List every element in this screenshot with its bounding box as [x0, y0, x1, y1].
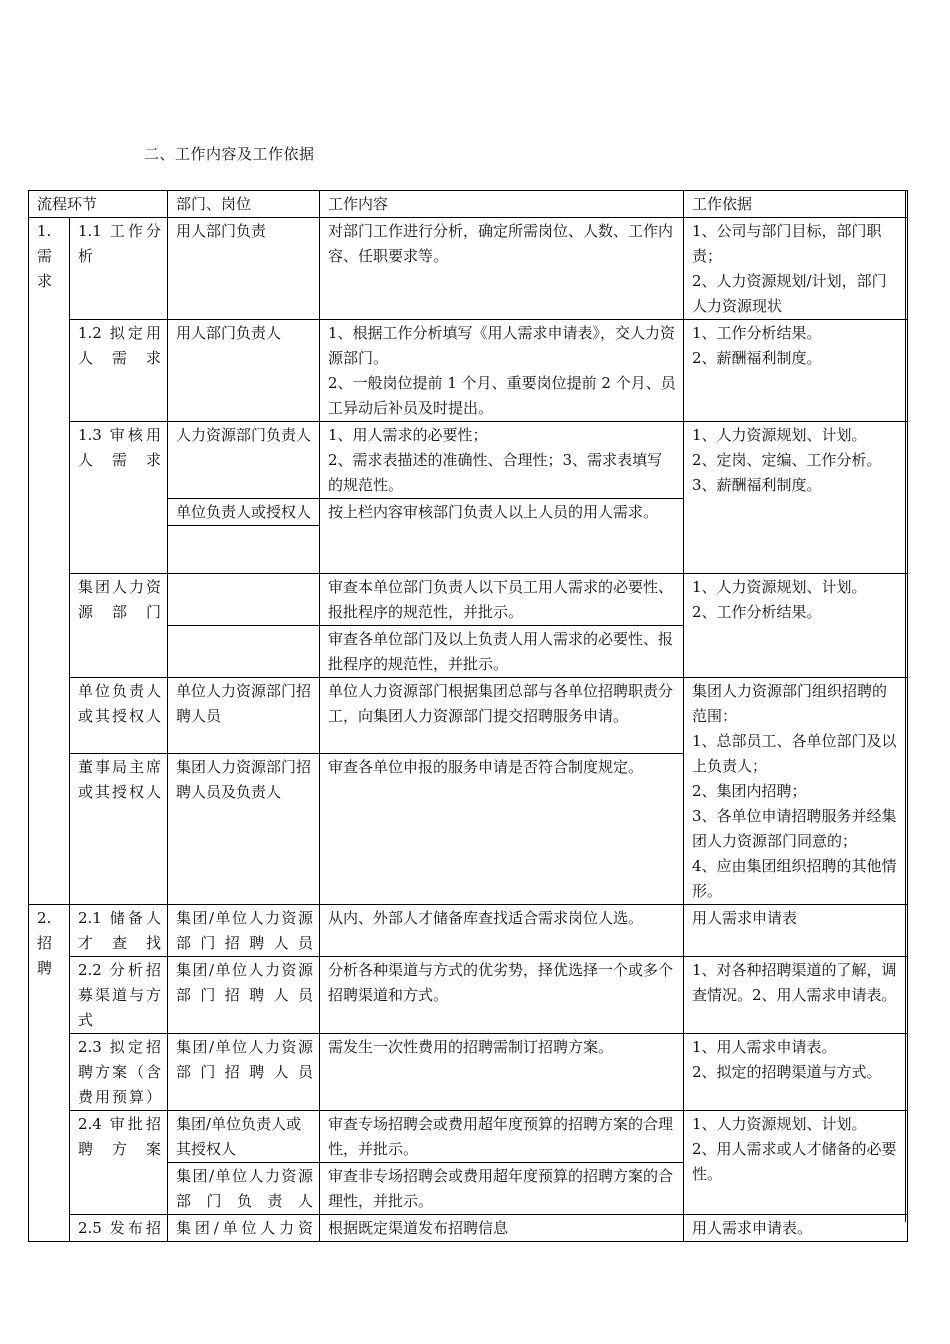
content-cell: [320, 422, 684, 499]
basis-line: 1、公司与部门目标，部门职责；: [692, 222, 882, 265]
empty-subcell: [168, 525, 319, 550]
content-cell: 按上栏内容审核部门负责人以上人员的用人需求。: [320, 499, 684, 574]
content-cell: 单位人力资源部门根据集团总部与各单位招聘职责分工，向集团人力资源部门提交招聘服务申请。: [320, 678, 684, 754]
step-cell: 2.3 拟定招聘方案（含费用预算）: [70, 1034, 168, 1111]
basis-line: 2、人力资源规划/计划，部门人力资源现状: [692, 272, 887, 315]
content-line: 2、需求表描述的准确性、合理性；3、需求表填写的规范性。: [328, 451, 663, 494]
dept-cell-empty: [168, 626, 320, 678]
step-cell: 2.4 审批招聘方案: [70, 1111, 168, 1215]
table-row: [29, 905, 908, 957]
table-row: [29, 1215, 908, 1242]
stage-demand: [29, 218, 70, 905]
dept-cell: 用人部门负责: [168, 218, 320, 320]
basis-line: 3、薪酬福利制度。: [692, 476, 822, 494]
table-row: [29, 320, 908, 422]
step-cell: 2.5 发布招: [70, 1215, 168, 1242]
basis-line: 2、定岗、定编、工作分析。: [692, 451, 882, 469]
dept-cell: 人力资源部门负责人: [168, 422, 320, 499]
work-content-table: [28, 190, 908, 1242]
content-cell: 需发生一次性费用的招聘需制订招聘方案。: [320, 1034, 684, 1111]
dept-cell: 集团/单位负责人或其授权人: [168, 1111, 320, 1163]
basis-line: 1、人力资源规划、计划。: [692, 578, 867, 596]
basis-cell: [684, 1034, 908, 1111]
dept-cell: [168, 499, 320, 574]
table-row: [29, 1034, 908, 1111]
stage-number: 2.: [37, 909, 52, 927]
dept-cell: 集团/单位人力资源部门负责人: [168, 1163, 320, 1215]
content-line: 1、用人需求的必要性；: [328, 426, 488, 444]
step-cell: 2.1 储备人才查找: [70, 905, 168, 957]
basis-cell: 用人需求申请表。: [684, 1215, 908, 1242]
basis-line: 1、用人需求申请表。: [692, 1038, 837, 1056]
step-cell: 1.3 审核用人需求: [70, 422, 168, 574]
stage-name: 需求: [37, 247, 53, 290]
dept-cell: 集团/单位人力资: [168, 1215, 320, 1242]
content-cell: 审查非专场招聘会或费用超年度预算的招聘方案的合理性，并批示。: [320, 1163, 684, 1215]
basis-line: 2、工作分析结果。: [692, 603, 822, 621]
dept-cell: 集团人力资源部门招聘人员及负责人: [168, 753, 320, 904]
table-row: [29, 574, 908, 626]
basis-cell: [684, 422, 908, 574]
table-row: [29, 1111, 908, 1163]
basis-line: 1、人力资源规划、计划。: [692, 426, 867, 444]
step-cell: 单位负责人或其授权人: [70, 678, 168, 754]
header-work-content: 工作内容: [320, 191, 684, 218]
content-cell: 分析各种渠道与方式的优劣势，择优选择一个或多个招聘渠道和方式。: [320, 957, 684, 1034]
step-cell: 董事局主席或其授权人: [70, 753, 168, 904]
basis-cell: [684, 320, 908, 422]
header-work-basis: 工作依据: [684, 191, 908, 218]
basis-line: 2、用人需求或人才储备的必要性。: [692, 1140, 897, 1183]
content-cell: 审查各单位申报的服务申请是否符合制度规定。: [320, 753, 684, 904]
basis-line: 2、薪酬福利制度。: [692, 349, 822, 367]
basis-line: 4、应由集团组织招聘的其他情形。: [692, 857, 897, 900]
basis-line: 3、各单位申请招聘服务并经集团人力资源部门同意的；: [692, 807, 897, 850]
table-row: [29, 422, 908, 499]
basis-cell: [684, 678, 908, 905]
content-line: 1、根据工作分析填写《用人需求申请表》，交人力资源部门。: [328, 324, 676, 367]
stage-recruit: [29, 905, 70, 1242]
table-row: [29, 678, 908, 754]
stage-number: 1.: [37, 222, 52, 240]
table-header-row: [29, 191, 908, 218]
section-heading: 二、工作内容及工作依据: [144, 145, 315, 163]
basis-line: 1、总部员工、各单位部门及以上负责人；: [692, 732, 897, 775]
basis-line: 2、拟定的招聘渠道与方式。: [692, 1063, 882, 1081]
content-cell: [320, 320, 684, 422]
header-process-step: 流程环节: [29, 191, 168, 218]
dept-cell: 集团/单位人力资源部门招聘人员: [168, 1034, 320, 1111]
content-cell: 审查专场招聘会或费用超年度预算的招聘方案的合理性，并批示。: [320, 1111, 684, 1163]
dept-cell: 集团/单位人力资源部门招聘人员: [168, 905, 320, 957]
content-cell: 根据既定渠道发布招聘信息: [320, 1215, 684, 1242]
dept-cell-empty: [168, 574, 320, 626]
dept-cell: 集团/单位人力资源部门招聘人员: [168, 957, 320, 1034]
step-cell: 1.2 拟定用人需求: [70, 320, 168, 422]
content-cell: 审查各单位部门及以上负责人用人需求的必要性、报批程序的规范性，并批示。: [320, 626, 684, 678]
stage-name: 招聘: [37, 934, 53, 977]
step-cell: 集团人力资源部门: [70, 574, 168, 678]
content-cell: 从内、外部人才储备库查找适合需求岗位人选。: [320, 905, 684, 957]
basis-line: 1、工作分析结果。: [692, 324, 822, 342]
step-cell: 2.2 分析招募渠道与方式: [70, 957, 168, 1034]
table-row: [29, 218, 908, 320]
dept-cell: 单位人力资源部门招聘人员: [168, 678, 320, 754]
basis-line: 集团人力资源部门组织招聘的范围：: [692, 682, 888, 725]
basis-cell: [684, 574, 908, 678]
content-line: 2、一般岗位提前 1 个月、重要岗位提前 2 个月、员工异动后补员及时提出。: [328, 374, 676, 417]
content-cell: 对部门工作进行分析，确定所需岗位、人数、工作内容、任职要求等。: [320, 218, 684, 320]
content-cell: 审查本单位部门负责人以下员工用人需求的必要性、报批程序的规范性，并批示。: [320, 574, 684, 626]
basis-cell: [684, 218, 908, 320]
basis-cell: 用人需求申请表: [684, 905, 908, 957]
dept-text: 单位负责人或授权人: [176, 503, 312, 521]
table-row: [29, 957, 908, 1034]
basis-cell: [684, 1111, 908, 1215]
basis-line: 1、人力资源规划、计划。: [692, 1115, 867, 1133]
header-department: 部门、岗位: [168, 191, 320, 218]
basis-line: 2、集团内招聘；: [692, 782, 807, 800]
basis-cell: 1、对各种招聘渠道的了解，调查情况。2、用人需求申请表。: [684, 957, 908, 1034]
dept-cell: 用人部门负责人: [168, 320, 320, 422]
step-cell: 1.1 工作分析: [70, 218, 168, 320]
